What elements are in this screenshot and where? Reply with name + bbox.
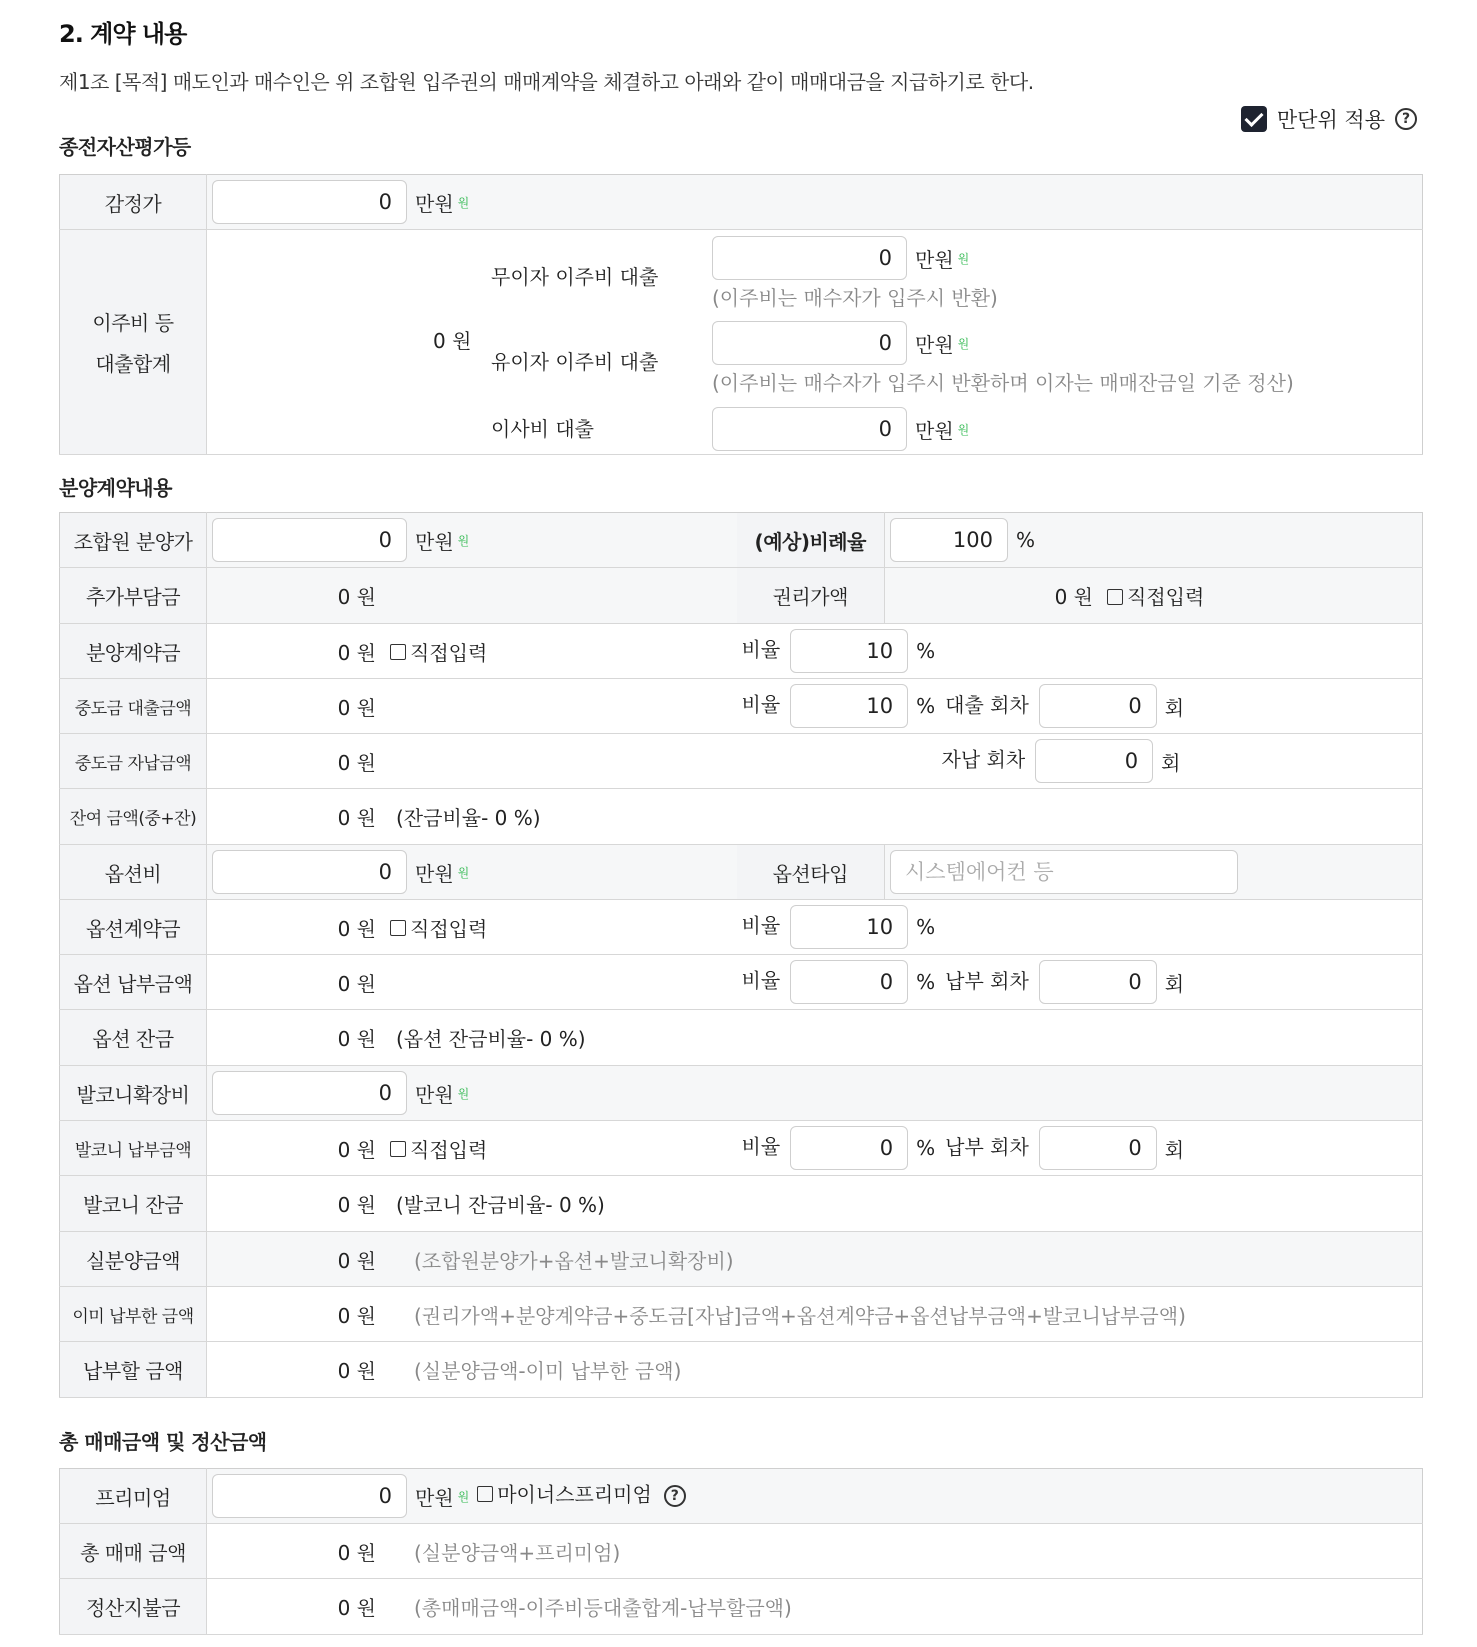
- topay-value: 0 원: [337, 1359, 376, 1383]
- rights-label: 권리가액: [737, 568, 885, 624]
- topay-note: (실분양금액-이미 납부한 금액): [414, 1359, 682, 1383]
- nointerest-loan-label: 무이자 이주비 대출: [491, 265, 659, 289]
- premium-input[interactable]: 0: [212, 1474, 407, 1518]
- minus-premium-checkbox[interactable]: [477, 1486, 493, 1502]
- option-label: 옵션비: [60, 845, 207, 900]
- moving-loan-label: 이사비 대출: [491, 417, 594, 441]
- loan-total-value: 0 원: [433, 329, 472, 353]
- option-deposit-ratio-input[interactable]: 10: [790, 905, 908, 949]
- paid-label: 이미 납부한 금액: [60, 1287, 207, 1342]
- presale-table: 조합원 분양가 0 만원 원 (예상)비례율 100 % 추가부담금 0 원 권리가액 0 원 직접입력 분양계약금 0 원 직접입력 비율 10 % 중도금 대출금액 0 원 비율 10 % 대출 회차 0 회 중도금 자납금액 0 원 자납 회차 0 회 잔여 금액(중+잔) 0 원 (잔금비율- 0 %) 옵션비 0 만원 원 옵션타입 시스템에어컨 등 옵션계약금 0 원 직접입력 비율 10 % 옵션 납부금액 0 원 비율 0 % 납부 회차 0 회 옵션 잔금 0 원 (옵션 잔금비율- 0 %) 발코니확장비 0 만원 원 발코니 납부금액 0 원 직접입력 비율 0 % 납부 회차 0 회 발코니 잔금 0 원 (발코니 잔금비율- 0 %) 실분양금액 0 원 (조합원분양가+옵션+발코니확장비) 이미 납부한 금액 0 원 (권리가액+분양계약금+중도금[자납]금액+옵션계약금+옵션납부금액+발코니납부금액) 납부할 금액 0 원 (실분양금액-이미 납부한 금액): [59, 512, 1423, 1398]
- member-price-input[interactable]: 0: [212, 518, 407, 562]
- mid-self-label: 중도금 자납금액: [60, 734, 207, 789]
- deposit-value: 0 원: [337, 640, 376, 665]
- option-type-label: 옵션타입: [737, 845, 885, 900]
- total-section-title: 총 매매금액 및 정산금액: [59, 1430, 267, 1454]
- premium-label: 프리미엄: [60, 1469, 207, 1524]
- mid-loan-count-input[interactable]: 0: [1039, 684, 1157, 728]
- ratio-label: (예상)비례율: [737, 513, 885, 568]
- remain-value: 0 원: [337, 806, 376, 830]
- minus-premium-label: 마이너스프리미엄: [497, 1482, 652, 1507]
- option-balance-label: 옵션 잔금: [60, 1010, 207, 1066]
- deposit-label: 분양계약금: [60, 624, 207, 679]
- settlement-label: 정산지불금: [60, 1579, 207, 1635]
- unit-option[interactable]: [1241, 104, 1417, 134]
- option-type-input[interactable]: 시스템에어컨 등: [890, 850, 1238, 894]
- balcony-label: 발코니확장비: [60, 1066, 207, 1121]
- appraisal-label: 감정가: [60, 175, 207, 230]
- balcony-pay-value: 0 원: [337, 1137, 376, 1162]
- option-balance-value: 0 원: [337, 1027, 376, 1051]
- option-deposit-direct-checkbox[interactable]: [390, 920, 406, 936]
- balcony-balance-note: (발코니 잔금비율- 0 %): [396, 1193, 605, 1217]
- balcony-balance-label: 발코니 잔금: [60, 1176, 207, 1232]
- balcony-pay-ratio-input[interactable]: 0: [790, 1126, 908, 1170]
- help-icon[interactable]: ?: [664, 1485, 686, 1507]
- total-amount-label: 총 매매 금액: [60, 1524, 207, 1579]
- option-deposit-label: 옵션계약금: [60, 900, 207, 955]
- settlement-note: (총매매금액-이주비등대출합계-납부할금액): [414, 1596, 792, 1620]
- topay-label: 납부할 금액: [60, 1342, 207, 1398]
- mid-self-count-input[interactable]: 0: [1035, 739, 1153, 783]
- presale-section-title: 분양계약내용: [59, 476, 172, 500]
- extra-label: 추가부담금: [60, 568, 207, 624]
- remain-label: 잔여 금액(중+잔): [60, 789, 207, 845]
- asset-section-title: 종전자산평가등: [59, 135, 191, 159]
- total-table: 프리미엄 0 만원 원 마이너스프리미엄 ? 총 매매 금액 0 원 (실분양금액+프리미엄) 정산지불금 0 원 (총매매금액-이주비등대출합계-납부할금액): [59, 1468, 1423, 1635]
- settlement-value: 0 원: [337, 1596, 376, 1620]
- balcony-direct-checkbox[interactable]: [390, 1141, 406, 1157]
- option-deposit-value: 0 원: [337, 916, 376, 941]
- interest-loan-label: 유이자 이주비 대출: [491, 350, 659, 374]
- paid-value: 0 원: [337, 1303, 376, 1328]
- article-text: 제1조 [목적] 매도인과 매수인은 위 조합원 입주권의 매매계약을 체결하고 아래와 같이 매매대금을 지급하기로 한다.: [59, 70, 1034, 94]
- mid-loan-label: 중도금 대출금액: [60, 679, 207, 734]
- rights-direct-checkbox[interactable]: [1107, 589, 1123, 605]
- appraisal-input[interactable]: 0: [212, 180, 407, 224]
- section-heading: 2. 계약 내용: [59, 20, 187, 48]
- rights-value: 0 원: [1054, 585, 1093, 609]
- unit-option-checkbox[interactable]: [1241, 106, 1267, 132]
- option-pay-label: 옵션 납부금액: [60, 955, 207, 1010]
- option-balance-note: (옵션 잔금비율- 0 %): [396, 1027, 586, 1051]
- mid-loan-value: 0 원: [337, 695, 376, 720]
- mid-loan-ratio-input[interactable]: 10: [790, 684, 908, 728]
- nointerest-loan-note: (이주비는 매수자가 입주시 반환): [712, 286, 998, 310]
- nointerest-loan-input[interactable]: 0: [712, 236, 907, 280]
- actual-label: 실분양금액: [60, 1232, 207, 1287]
- balcony-balance-value: 0 원: [337, 1193, 376, 1217]
- option-input[interactable]: 0: [212, 850, 407, 894]
- member-price-label: 조합원 분양가: [60, 513, 207, 568]
- paid-note: (권리가액+분양계약금+중도금[자납]금액+옵션계약금+옵션납부금액+발코니납부금액): [414, 1303, 1186, 1328]
- total-amount-value: 0 원: [337, 1540, 376, 1565]
- mid-self-value: 0 원: [337, 750, 376, 775]
- loan-total-label: 이주비 등 대출합계: [60, 230, 207, 455]
- deposit-ratio-input[interactable]: 10: [790, 629, 908, 673]
- balcony-input[interactable]: 0: [212, 1071, 407, 1115]
- interest-loan-note: (이주비는 매수자가 입주시 반환하며 이자는 매매잔금일 기준 정산): [712, 371, 1294, 395]
- option-pay-ratio-input[interactable]: 0: [790, 960, 908, 1004]
- remain-note: (잔금비율- 0 %): [396, 806, 541, 830]
- actual-note: (조합원분양가+옵션+발코니확장비): [414, 1248, 734, 1273]
- deposit-direct-checkbox[interactable]: [390, 644, 406, 660]
- extra-value: 0 원: [337, 585, 376, 609]
- option-pay-count-input[interactable]: 0: [1039, 960, 1157, 1004]
- balcony-pay-count-input[interactable]: 0: [1039, 1126, 1157, 1170]
- interest-loan-input[interactable]: 0: [712, 321, 907, 365]
- help-icon[interactable]: ?: [1395, 108, 1417, 130]
- unit-option-label: 만단위 적용: [1276, 108, 1385, 132]
- asset-table: 감정가 0 만원 원 이주비 등 대출합계 0 원 무이자 이주비 대출 0 만원 원 (이주비는 매수자가 입주시 반환) 유이자 이주비 대출 0 만원 원 (이주비는 매수자가 입주시 반환하며 이자는 매매잔금일 기준 정산) 이사비 대출 0 만원 원: [59, 174, 1423, 455]
- ratio-input[interactable]: 100: [890, 518, 1008, 562]
- actual-value: 0 원: [337, 1248, 376, 1273]
- moving-loan-input[interactable]: 0: [712, 407, 907, 451]
- balcony-pay-label: 발코니 납부금액: [60, 1121, 207, 1176]
- option-pay-value: 0 원: [337, 971, 376, 996]
- total-amount-note: (실분양금액+프리미엄): [414, 1540, 621, 1565]
